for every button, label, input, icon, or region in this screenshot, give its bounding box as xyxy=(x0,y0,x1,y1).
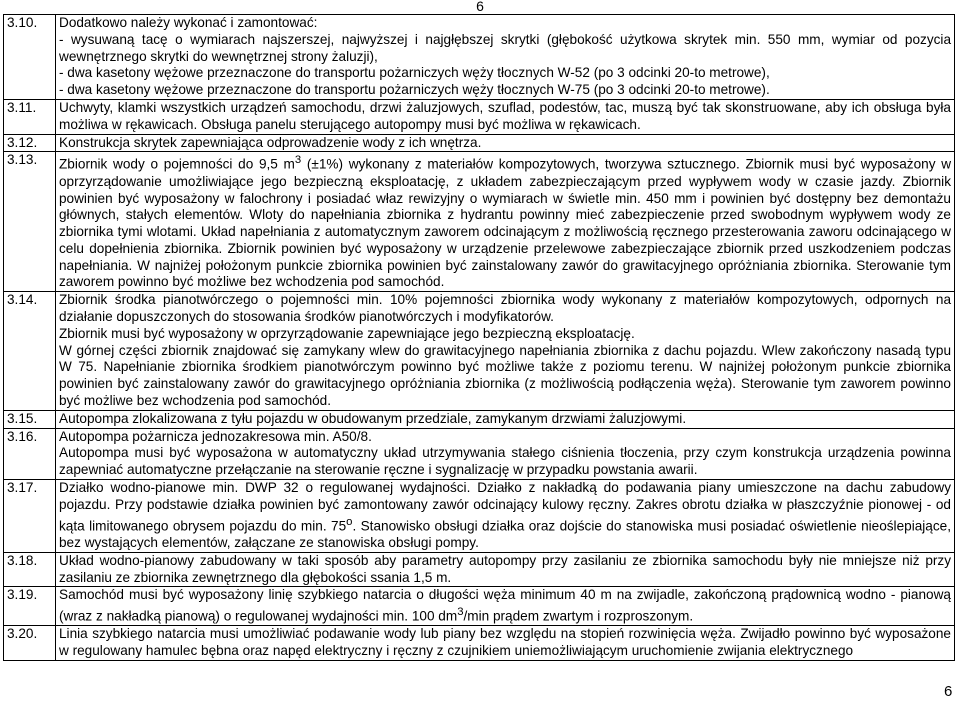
row-line: Zbiornik środka pianotwórczego o pojemności min. 10% pojemności zbiornika wody wykonany z materiałów kompozytowych, odpornych na działanie dopuszczonych do stosowania środków pianotwórczych i modyfikatorów. xyxy=(59,292,951,325)
specification-table xyxy=(3,14,955,661)
table-row xyxy=(4,410,955,428)
row-text xyxy=(56,587,955,626)
table-row xyxy=(4,292,955,411)
table-row xyxy=(4,15,955,100)
row-text xyxy=(56,15,955,100)
row-number: 3.20. xyxy=(4,626,56,661)
row-line: Autopompa musi być wyposażona w automatyczny układ utrzymywania stałego ciśnienia tłoczenia, przy czym konstrukcja urządzenia powinna zapewniać automatyczne przełączanie na sterowanie ręczne i sygnalizację w przypadku powstania awarii. xyxy=(59,445,951,478)
row-line: - dwa kasetony wężowe przeznaczone do transportu pożarniczych węży tłocznych W-52 (po 3 odcinki 20-to metrowe), xyxy=(59,65,770,81)
row-text xyxy=(56,134,955,152)
table-row xyxy=(4,152,955,292)
row-text xyxy=(56,152,955,292)
row-number: 3.13. xyxy=(4,152,56,292)
row-line: W górnej części zbiornik znajdować się zamykany wlew do grawitacyjnego napełniania zbiornika z dachu pojazdu. Wlew zakończony nasadą typu W 75. Napełnianie zbiornika środkiem pianotwórczym powinno być możliwe także z poziomu terenu. W najniżej położonym punkcie zbiornika powinien być zainstalowany zawór do grawitacyjnego opróżniania zbiornika (z możliwością podłączenia węża). Sterowanie tym zaworem powinno być możliwe bez wchodzenia pod samochód. xyxy=(59,342,951,409)
row-text-part: . Stanowisko obsługi działka oraz dojście do stanowiska musi posiadać oświetlenie nieoślepiające, bez wystających elementów, załączane ze stanowiska obsługi pompy. xyxy=(59,518,951,550)
row-text xyxy=(56,480,955,553)
table-row xyxy=(4,587,955,626)
superscript: 3 xyxy=(294,154,302,167)
row-line: Układ wodno-pianowy zabudowany w taki sposób aby parametry autopompy przy zasilaniu ze zbiornika samochodu były nie mniejsze niż przy zasilaniu ze zbiornika zewnętrznego dla głębokości ssania 1,5 m. xyxy=(59,552,951,585)
table-row xyxy=(4,99,955,134)
table-row xyxy=(4,134,955,152)
row-line: Zbiornik musi być wyposażony w oprzyrządowanie zapewniające jego bezpieczną eksploatację. xyxy=(59,325,635,341)
row-line: Uchwyty, klamki wszystkich urządzeń samochodu, drzwi żaluzjowych, szuflad, podestów, tac, muszą być tak skonstruowane, aby ich obsługa była możliwa w rękawicach. Obsługa panelu sterującego autopompy musi być możliwa w rękawicach. xyxy=(59,99,951,132)
page-number-bottom: 6 xyxy=(944,683,953,700)
row-line: Dodatkowo należy wykonać i zamontować: xyxy=(59,15,318,30)
row-text xyxy=(56,410,955,428)
row-line: Autopompa zlokalizowana z tyłu pojazdu w obudowanym przedziale, zamykanym drzwiami żaluzjowymi. xyxy=(59,410,687,426)
row-number: 3.10. xyxy=(4,15,56,100)
row-number: 3.19. xyxy=(4,587,56,626)
row-text-part: Zbiornik wody o pojemności do 9,5 m xyxy=(59,156,295,172)
table-row xyxy=(4,626,955,661)
table-row xyxy=(4,428,955,479)
row-line: Autopompa pożarnicza jednozakresowa min. A50/8. xyxy=(59,428,372,444)
row-line: Konstrukcja skrytek zapewniająca odprowadzenie wody z ich wnętrza. xyxy=(59,134,482,150)
row-number: 3.18. xyxy=(4,552,56,587)
row-line: Linia szybkiego natarcia musi umożliwiać podawanie wody lub piany bez względu na stopień rozwinięcia węża. Zwijadło powinno być wyposażone w regulowany hamulec bębna oraz napęd elektryczny i ręczny z czujnikiem uniemożliwiającym uruchomienie zwijania elektrycznego xyxy=(59,626,951,659)
row-text xyxy=(56,99,955,134)
row-text-part: Samochód musi być wyposażony linię szybkiego natarcia o długości węża minimum 40 m na zwijadle, zakończoną prądownicą wodno - pianową (wraz z nakładką pianową) o regulowanej wydajności min. 100 dm xyxy=(59,587,951,624)
row-text-part: (±1%) wykonany z materiałów kompozytowych, tworzywa sztucznego. Zbiornik musi być wyposażony w oprzyrządowanie umożliwiające jego bezpieczną eksploatację, z układem zabezpieczającym przed wypływem wody w czasie jazdy. Zbiornik powinien być wyposażony w falochrony i posiadać właz rewizyjny o wymiarach w świetle min. 450 mm i powinien być dostępny bez demontażu głównych, stałych elementów. Wloty do napełniania zbiornika z hydrantu powinny mieć zabezpieczenie przed swobodnym wypływem wody ze zbiornika tymi wlotami. Układ napełniania z automatycznym zaworem odcinającym z możliwością ręcznego przesterowania zaworu odcinającego w celu dopełnienia zbiornika. Zbiornik powinien być wyposażony w urządzenie przelewowe zabezpieczające zbiornik przed uszkodzeniem podczas napełniania. W najniżej położonym punkcie zbiornika powinien być zainstalowany zawór do grawitacyjnego opróżniania zbiornika. Sterowanie tym zaworem powinno być możliwe bez wchodzenia pod samochód. xyxy=(59,156,952,290)
row-text-part: Działko wodno-pianowe min. DWP 32 o regulowanej wydajności. Działko z nakładką do podawania piany umieszczone na dachu zabudowy pojazdu. Przy podstawie działka powinien być zamontowany zawór odcinający kulowy ręczny. Zakres obrotu działka w płaszczyźnie pionowej - od kąta limitowanego obrysem pojazdu do min. 75 xyxy=(59,480,951,534)
row-line: - dwa kasetony wężowe przeznaczone do transportu pożarniczych węży tłocznych W-75 (po 3 odcinki 20-to metrowe). xyxy=(59,82,770,98)
row-text-part: /min prądem zwartym i rozproszonym. xyxy=(463,608,694,624)
row-number: 3.15. xyxy=(4,410,56,428)
superscript: o xyxy=(346,515,353,528)
row-number: 3.14. xyxy=(4,292,56,411)
row-number: 3.17. xyxy=(4,480,56,553)
row-number: 3.11. xyxy=(4,99,56,134)
row-line: - wysuwaną tacę o wymiarach najszerszej, najwyższej i najgłębszej skrytki (głębokość użytkowa skrytek min. 550 mm, wymiar od pozycia wewnętrznego skrytki do wewnętrznej strony żaluzji), xyxy=(59,31,951,64)
page-number-top: 6 xyxy=(476,0,484,14)
table-row xyxy=(4,480,955,553)
row-number: 3.12. xyxy=(4,134,56,152)
superscript: 3 xyxy=(457,606,464,619)
row-number: 3.16. xyxy=(4,428,56,479)
row-text xyxy=(56,626,955,661)
table-row xyxy=(4,552,955,587)
row-text xyxy=(56,292,955,411)
row-text xyxy=(56,552,955,587)
row-text xyxy=(56,428,955,479)
